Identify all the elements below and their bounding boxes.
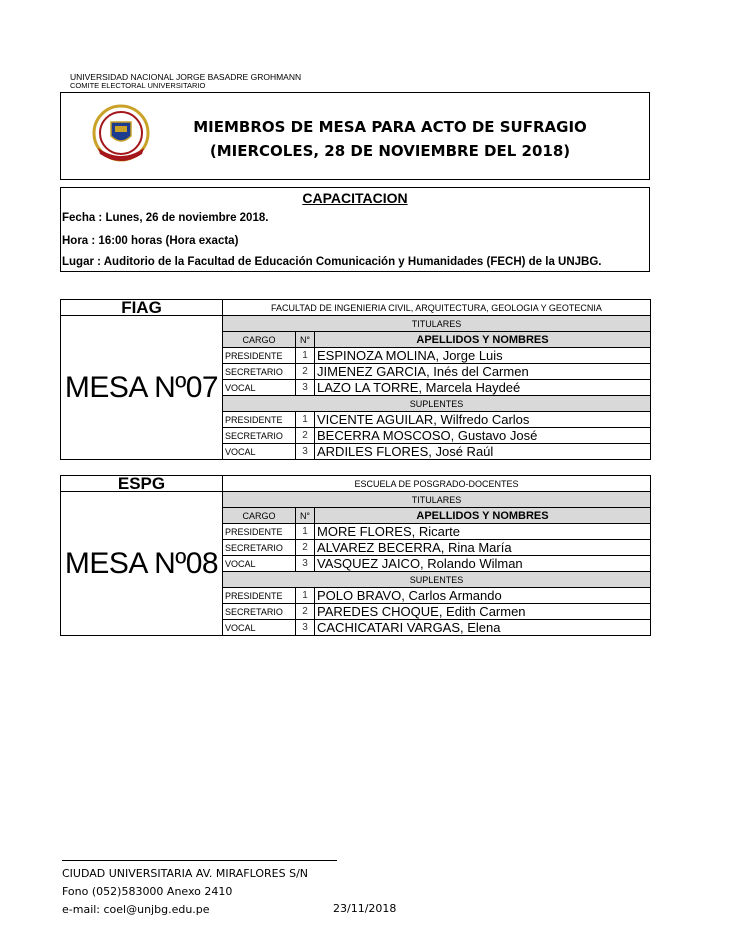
num-cell: 2 xyxy=(296,364,315,380)
mesa-label: MESA Nº08 xyxy=(61,492,223,636)
column-header-num: N° xyxy=(296,508,315,524)
nombre-cell: JIMENEZ GARCIA, Inés del Carmen xyxy=(315,364,651,380)
nombre-cell: POLO BRAVO, Carlos Armando xyxy=(315,588,651,604)
cargo-cell: VOCAL xyxy=(223,444,296,460)
suplentes-label: SUPLENTES xyxy=(223,572,651,588)
footer-phone: Fono (052)583000 Anexo 2410 xyxy=(62,885,233,898)
cargo-cell: PRESIDENTE xyxy=(223,588,296,604)
cargo-cell: SECRETARIO xyxy=(223,428,296,444)
column-header-nombres: APELLIDOS Y NOMBRES xyxy=(315,332,651,348)
num-cell: 2 xyxy=(296,540,315,556)
titulares-label: TITULARES xyxy=(223,316,651,332)
capacitacion-fecha: Fecha : Lunes, 26 de noviembre 2018. xyxy=(62,212,269,224)
cargo-cell: VOCAL xyxy=(223,556,296,572)
cargo-cell: PRESIDENTE xyxy=(223,348,296,364)
num-cell: 1 xyxy=(296,524,315,540)
mesa-table xyxy=(60,299,651,460)
document-subtitle: (MIERCOLES, 28 DE NOVIEMBRE DEL 2018) xyxy=(209,142,571,160)
faculty-code: FIAG xyxy=(61,300,223,316)
cargo-cell: SECRETARIO xyxy=(223,540,296,556)
cargo-cell: VOCAL xyxy=(223,620,296,636)
nombre-cell: PAREDES CHOQUE, Edith Carmen xyxy=(315,604,651,620)
titulares-label: TITULARES xyxy=(223,492,651,508)
mesa-label: MESA Nº07 xyxy=(61,316,223,460)
column-header-cargo: CARGO xyxy=(223,508,296,524)
num-cell: 3 xyxy=(296,556,315,572)
column-header-nombres: APELLIDOS Y NOMBRES xyxy=(315,508,651,524)
num-cell: 1 xyxy=(296,588,315,604)
num-cell: 3 xyxy=(296,444,315,460)
column-header-num: N° xyxy=(296,332,315,348)
nombre-cell: ALVAREZ BECERRA, Rina María xyxy=(315,540,651,556)
num-cell: 3 xyxy=(296,380,315,396)
university-name: UNIVERSIDAD NACIONAL JORGE BASADRE GROHMANN xyxy=(70,72,302,82)
faculty-name: FACULTAD DE INGENIERIA CIVIL, ARQUITECTURA, GEOLOGIA Y GEOTECNIA xyxy=(223,300,651,316)
document-title: MIEMBROS DE MESA PARA ACTO DE SUFRAGIO xyxy=(193,118,587,136)
footer-email: e-mail: coel@unjbg.edu.pe xyxy=(62,903,210,916)
nombre-cell: LAZO LA TORRE, Marcela Haydeé xyxy=(315,380,651,396)
nombre-cell: ARDILES FLORES, José Raúl xyxy=(315,444,651,460)
nombre-cell: CACHICATARI VARGAS, Elena xyxy=(315,620,651,636)
num-cell: 2 xyxy=(296,428,315,444)
committee-name: COMITE ELECTORAL UNIVERSITARIO xyxy=(70,81,206,90)
num-cell: 2 xyxy=(296,604,315,620)
faculty-code: ESPG xyxy=(61,476,223,492)
footer-divider xyxy=(62,860,337,861)
capacitacion-hora: Hora : 16:00 horas (Hora exacta) xyxy=(62,235,239,247)
cargo-cell: SECRETARIO xyxy=(223,604,296,620)
footer-address: CIUDAD UNIVERSITARIA AV. MIRAFLORES S/N xyxy=(62,867,309,880)
cargo-cell: PRESIDENTE xyxy=(223,412,296,428)
num-cell: 3 xyxy=(296,620,315,636)
cargo-cell: PRESIDENTE xyxy=(223,524,296,540)
column-header-cargo: CARGO xyxy=(223,332,296,348)
capacitacion-lugar: Lugar : Auditorio de la Facultad de Educación Comunicación y Humanidades (FECH) de la UNJBG. xyxy=(62,256,602,268)
nombre-cell: BECERRA MOSCOSO, Gustavo José xyxy=(315,428,651,444)
mesa-table xyxy=(60,475,651,636)
num-cell: 1 xyxy=(296,412,315,428)
faculty-name: ESCUELA DE POSGRADO-DOCENTES xyxy=(223,476,651,492)
nombre-cell: VASQUEZ JAICO, Rolando Wilman xyxy=(315,556,651,572)
capacitacion-heading: CAPACITACION xyxy=(302,190,408,206)
cargo-cell: SECRETARIO xyxy=(223,364,296,380)
nombre-cell: MORE FLORES, Ricarte xyxy=(315,524,651,540)
nombre-cell: VICENTE AGUILAR, Wilfredo Carlos xyxy=(315,412,651,428)
suplentes-label: SUPLENTES xyxy=(223,396,651,412)
num-cell: 1 xyxy=(296,348,315,364)
university-seal-logo xyxy=(92,104,150,166)
nombre-cell: ESPINOZA MOLINA, Jorge Luis xyxy=(315,348,651,364)
footer-date: 23/11/2018 xyxy=(333,902,397,915)
cargo-cell: VOCAL xyxy=(223,380,296,396)
